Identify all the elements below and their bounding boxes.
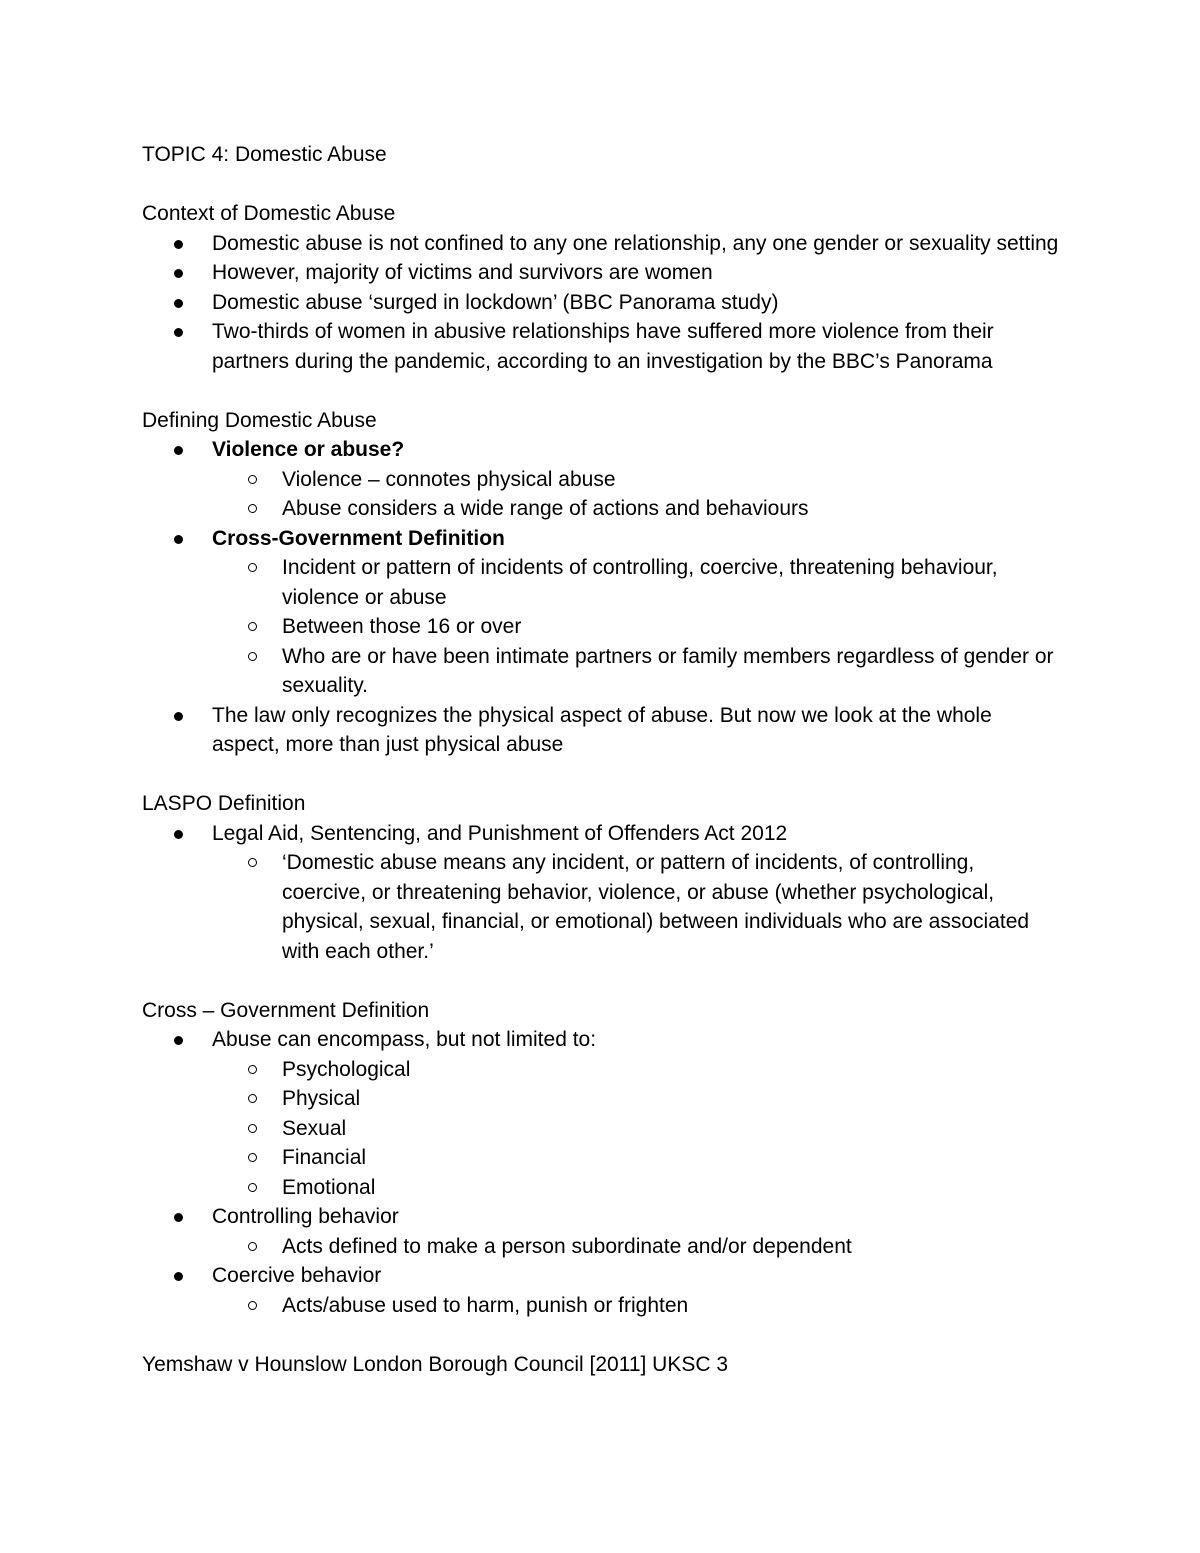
list-item: Controlling behavior Acts defined to make a person subordinate and/or dependent (142, 1202, 1062, 1261)
list-item: Two-thirds of women in abusive relationships have suffered more violence from their partners during the pandemic, according to an investigation by the BBC’s Panorama (142, 317, 1062, 376)
circle-bullet-icon (248, 1065, 257, 1074)
bullet-icon (174, 1213, 183, 1222)
list-item: Coercive behavior Acts/abuse used to harm, punish or frighten (142, 1261, 1062, 1320)
circle-bullet-icon (248, 858, 257, 867)
document-page (142, 140, 1062, 1379)
defining-list (142, 435, 1062, 760)
laspo-list (142, 819, 1062, 967)
bullet-icon (174, 328, 183, 337)
cross-government-list (142, 1025, 1062, 1320)
section-laspo (142, 789, 1062, 966)
bullet-icon (174, 535, 183, 544)
list-item: The law only recognizes the physical aspect of abuse. But now we look at the whole aspect, more than just physical abuse (142, 701, 1062, 760)
bullet-icon (174, 1036, 183, 1045)
sub-list-item: Psychological (212, 1055, 1062, 1085)
bullet-icon (174, 299, 183, 308)
sub-list-item: Violence – connotes physical abuse (212, 465, 1062, 495)
section-heading-laspo: LASPO Definition (142, 792, 306, 815)
circle-bullet-icon (248, 1124, 257, 1133)
sub-list (212, 1232, 1062, 1262)
bullet-icon (174, 269, 183, 278)
list-item: Abuse can encompass, but not limited to: Psychological Physical Sexual Financial Emotional (142, 1025, 1062, 1202)
list-item: Legal Aid, Sentencing, and Punishment of Offenders Act 2012 ‘Domestic abuse means any incident, or pattern of incidents, of controlling, coercive, or threatening behavior, violence, or abuse (whether psychological, physical, sexual, financial, or emotional) between individuals who are associated with each other.’ (142, 819, 1062, 967)
sub-list-item: Abuse considers a wide range of actions and behaviours (212, 494, 1062, 524)
sub-list (212, 848, 1062, 966)
sub-list (212, 465, 1062, 524)
circle-bullet-icon (248, 622, 257, 631)
bullet-icon (174, 446, 183, 455)
case-citation: Yemshaw v Hounslow London Borough Council [2011] UKSC 3 (142, 1352, 729, 1376)
sub-list-item: Emotional (212, 1173, 1062, 1203)
document-title: TOPIC 4: Domestic Abuse (142, 143, 387, 166)
sub-list-item: Financial (212, 1143, 1062, 1173)
section-defining (142, 406, 1062, 760)
circle-bullet-icon (248, 1183, 257, 1192)
section-cross-government (142, 996, 1062, 1321)
sub-list-item: ‘Domestic abuse means any incident, or pattern of incidents, of controlling, coercive, or threatening behavior, violence, or abuse (whether psychological, physical, sexual, financial, or emotional) between individuals who are associated with each other.’ (212, 848, 1062, 966)
section-heading-defining: Defining Domestic Abuse (142, 408, 377, 432)
circle-bullet-icon (248, 1094, 257, 1103)
section-heading-context: Context of Domestic Abuse (142, 202, 396, 225)
circle-bullet-icon (248, 1242, 257, 1251)
list-item: Violence or abuse? Violence – connotes physical abuse Abuse considers a wide range of actions and behaviours (142, 435, 1062, 524)
circle-bullet-icon (248, 504, 257, 513)
bullet-icon (174, 830, 183, 839)
bullet-icon (174, 1272, 183, 1281)
sub-list-item: Sexual (212, 1114, 1062, 1144)
list-item: Domestic abuse is not confined to any one relationship, any one gender or sexuality setting (142, 229, 1062, 259)
circle-bullet-icon (248, 1153, 257, 1162)
section-context (142, 199, 1062, 376)
context-list (142, 229, 1062, 377)
sub-list-item: Who are or have been intimate partners or family members regardless of gender or sexuality. (212, 642, 1062, 701)
circle-bullet-icon (248, 652, 257, 661)
section-heading-cross-government: Cross – Government Definition (142, 998, 430, 1022)
sub-list-item: Acts/abuse used to harm, punish or frighten (212, 1291, 1062, 1321)
list-item: Cross-Government Definition Incident or pattern of incidents of controlling, coercive, threatening behaviour, violence or abuse Between those 16 or over Who are or have been intimate partners or family members regardless of gender or sexuality. (142, 524, 1062, 701)
bullet-icon (174, 240, 183, 249)
sub-list-item: Incident or pattern of incidents of controlling, coercive, threatening behaviour, violence or abuse (212, 553, 1062, 612)
circle-bullet-icon (248, 475, 257, 484)
circle-bullet-icon (248, 563, 257, 572)
sub-list (212, 553, 1062, 701)
circle-bullet-icon (248, 1301, 257, 1310)
list-item: However, majority of victims and survivors are women (142, 258, 1062, 288)
sub-list-item: Acts defined to make a person subordinate and/or dependent (212, 1232, 1062, 1262)
sub-list (212, 1055, 1062, 1203)
sub-list-item: Between those 16 or over (212, 612, 1062, 642)
sub-list-item: Physical (212, 1084, 1062, 1114)
sub-list (212, 1291, 1062, 1321)
list-item: Domestic abuse ‘surged in lockdown’ (BBC Panorama study) (142, 288, 1062, 318)
bullet-icon (174, 712, 183, 721)
